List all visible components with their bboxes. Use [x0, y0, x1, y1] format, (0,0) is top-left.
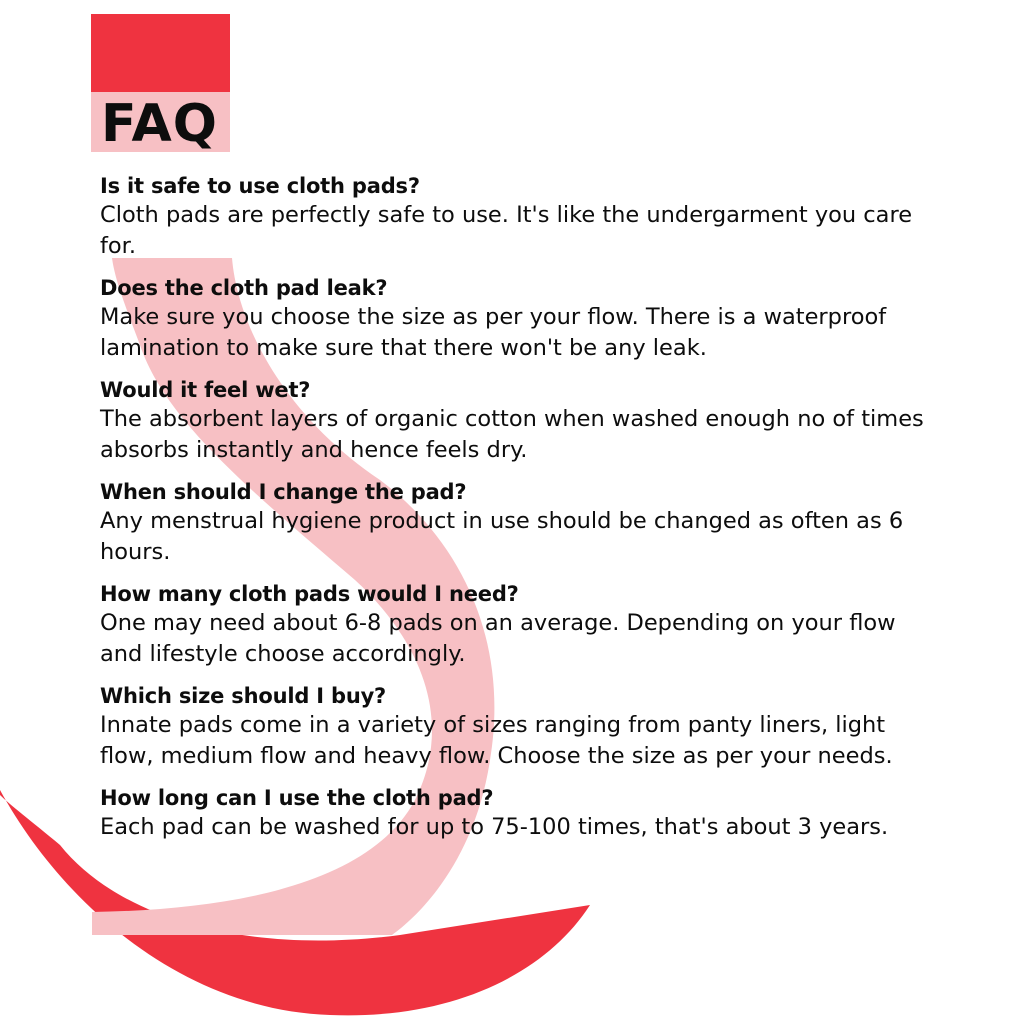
faq-item	[100, 682, 930, 772]
faq-answer: The absorbent layers of organic cotton when washed enough no of times absorbs instantly and hence feels dry.	[100, 406, 924, 463]
faq-answer: Innate pads come in a variety of sizes ranging from panty liners, light flow, medium flow and heavy flow. Choose the size as per your needs.	[100, 712, 893, 769]
faq-question: Does the cloth pad leak?	[100, 276, 388, 300]
faq-item	[100, 580, 930, 670]
faq-item	[100, 784, 930, 843]
faq-question: Is it safe to use cloth pads?	[100, 174, 420, 198]
faq-answer: One may need about 6-8 pads on an average. Depending on your flow and lifestyle choose accordingly.	[100, 610, 896, 667]
faq-answer: Make sure you choose the size as per your flow. There is a waterproof lamination to make sure that there won't be any leak.	[100, 304, 887, 361]
page-title: FAQ	[101, 94, 219, 154]
faq-item	[100, 376, 930, 466]
faq-question: How many cloth pads would I need?	[100, 582, 519, 606]
faq-answer: Each pad can be washed for up to 75-100 times, that's about 3 years.	[100, 814, 889, 840]
faq-question: How long can I use the cloth pad?	[100, 786, 494, 810]
faq-question: When should I change the pad?	[100, 480, 467, 504]
faq-question: Which size should I buy?	[100, 684, 387, 708]
faq-answer: Any menstrual hygiene product in use should be changed as often as 6 hours.	[100, 508, 904, 565]
faq-answer: Cloth pads are perfectly safe to use. It's like the undergarment you care for.	[100, 202, 913, 259]
faq-item	[100, 478, 930, 568]
faq-item	[100, 172, 930, 262]
faq-item	[100, 274, 930, 364]
title-block	[91, 14, 230, 152]
faq-list	[100, 172, 930, 855]
faq-question: Would it feel wet?	[100, 378, 311, 402]
title-red-block	[91, 14, 230, 92]
